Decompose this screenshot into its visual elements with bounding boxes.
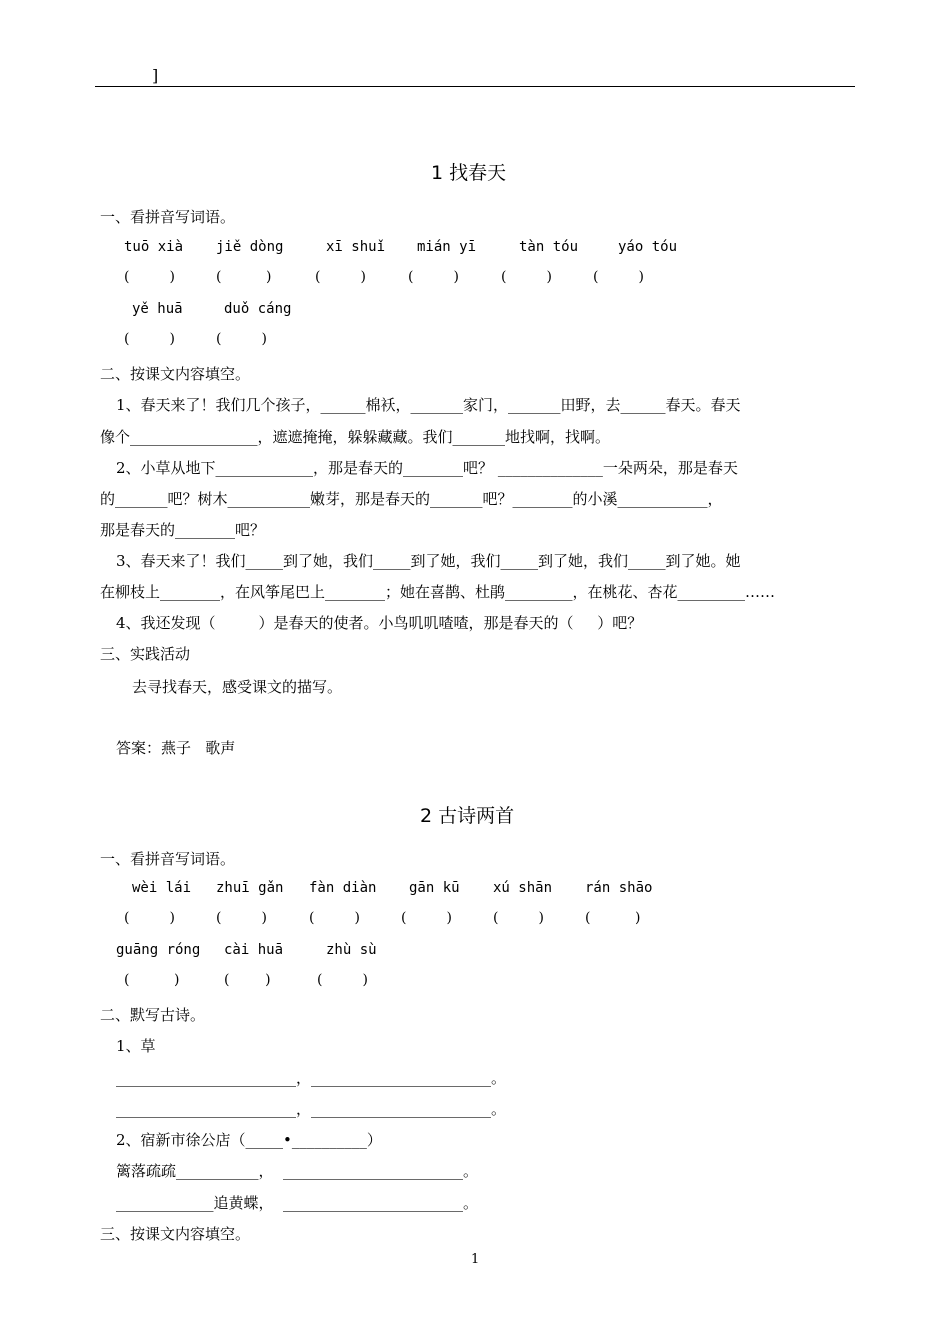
pinyin-item: cài huā	[224, 942, 284, 958]
answer-blank-parens[interactable]: ( )	[315, 269, 366, 285]
answer-blank-parens[interactable]: ( )	[593, 269, 644, 285]
pinyin-item: rán shāo	[585, 880, 653, 896]
pinyin-item: gān kū	[409, 880, 460, 896]
poem-blank-line: ________________________，________________________。	[116, 1100, 507, 1118]
poem-blank-line: _____________追黄蝶， ________________________。	[116, 1194, 479, 1212]
answer-blank-parens[interactable]: ( )	[401, 910, 452, 926]
pinyin-item: tuō xià	[124, 239, 184, 255]
pinyin-item: guāng róng	[116, 942, 201, 958]
answer-blank-parens[interactable]: ( )	[493, 910, 544, 926]
practice-text: 去寻找春天，感受课文的描写。	[132, 678, 343, 696]
header-rule	[95, 86, 855, 87]
lesson2-title: 2 古诗两首	[420, 805, 515, 827]
answer-blank-parens[interactable]: ( )	[224, 972, 271, 988]
fill-in-line: 3、春天来了！我们_____到了她，我们_____到了她，我们_____到了她，我们_____到了她。她	[116, 552, 741, 570]
answer-text: 答案：燕子 歌声	[116, 739, 236, 757]
fill-in-line: 1、春天来了！我们几个孩子，______棉袄，_______家门，_______田野，去______春天。春天	[116, 396, 741, 414]
poem-title: 1、草	[116, 1037, 156, 1055]
lesson1-section2-heading: 二、按课文内容填空。	[100, 365, 251, 383]
pinyin-item: xú shān	[493, 880, 553, 896]
lesson1-title: 1 找春天	[431, 162, 507, 184]
answer-blank-parens[interactable]: ( )	[124, 331, 175, 347]
header-mark: ]	[152, 66, 159, 85]
answer-blank-parens[interactable]: ( )	[124, 910, 175, 926]
fill-in-line: 2、小草从地下_____________，那是春天的________吧？ ______________一朵两朵，那是春天	[116, 459, 738, 477]
fill-in-line: 那是春天的________吧？	[100, 521, 266, 539]
answer-blank-parens[interactable]: ( )	[309, 910, 360, 926]
poem-blank-line: 篱落疏疏___________， ________________________。	[116, 1162, 479, 1180]
pinyin-item: yáo tóu	[618, 239, 678, 255]
pinyin-item: yě huā	[132, 301, 183, 317]
answer-blank-parens[interactable]: ( )	[317, 972, 368, 988]
poem-title: 2、宿新市徐公店（_____•__________）	[116, 1131, 382, 1149]
pinyin-item: tàn tóu	[519, 239, 579, 255]
fill-in-line: 像个_________________，遮遮掩掩，躲躲藏藏。我们_______地找啊，找啊。	[100, 428, 611, 446]
answer-blank-parens[interactable]: ( )	[501, 269, 552, 285]
answer-blank-parens[interactable]: ( )	[124, 269, 175, 285]
poem-blank-line: ________________________，________________________。	[116, 1069, 507, 1087]
answer-blank-parens[interactable]: ( )	[216, 269, 272, 285]
lesson2-section1-heading: 一、看拼音写词语。	[100, 850, 236, 868]
fill-in-line: 4、我还发现（ ）是春天的使者。小鸟叽叽喳喳，那是春天的（ ）吧？	[116, 614, 643, 632]
page-number: 1	[471, 1252, 480, 1267]
answer-blank-parens[interactable]: ( )	[216, 331, 267, 347]
answer-blank-parens[interactable]: ( )	[408, 269, 459, 285]
answer-blank-parens[interactable]: ( )	[124, 972, 180, 988]
pinyin-item: mián yī	[417, 239, 477, 255]
lesson1-section1-heading: 一、看拼音写词语。	[100, 208, 236, 226]
pinyin-item: duǒ cáng	[224, 301, 292, 317]
pinyin-item: zhuī gǎn	[216, 880, 284, 896]
lesson1-section3-heading: 三、实践活动	[100, 645, 191, 663]
pinyin-item: jiě dòng	[216, 239, 284, 255]
fill-in-line: 的_______吧？树木___________嫩芽，那是春天的_______吧？________的小溪____________，	[100, 490, 723, 508]
pinyin-item: fàn diàn	[309, 880, 377, 896]
fill-in-line: 在柳枝上________，在风筝尾巴上________；她在喜鹊、杜鹃_________，在桃花、杏花_________……	[100, 583, 776, 601]
answer-blank-parens[interactable]: ( )	[585, 910, 641, 926]
pinyin-item: wèi lái	[132, 880, 192, 896]
lesson2-section2-heading: 二、默写古诗。	[100, 1006, 206, 1024]
lesson2-section3-heading: 三、按课文内容填空。	[100, 1225, 251, 1243]
pinyin-item: zhù sù	[326, 942, 377, 958]
pinyin-item: xī shuǐ	[326, 239, 386, 255]
answer-blank-parens[interactable]: ( )	[216, 910, 267, 926]
